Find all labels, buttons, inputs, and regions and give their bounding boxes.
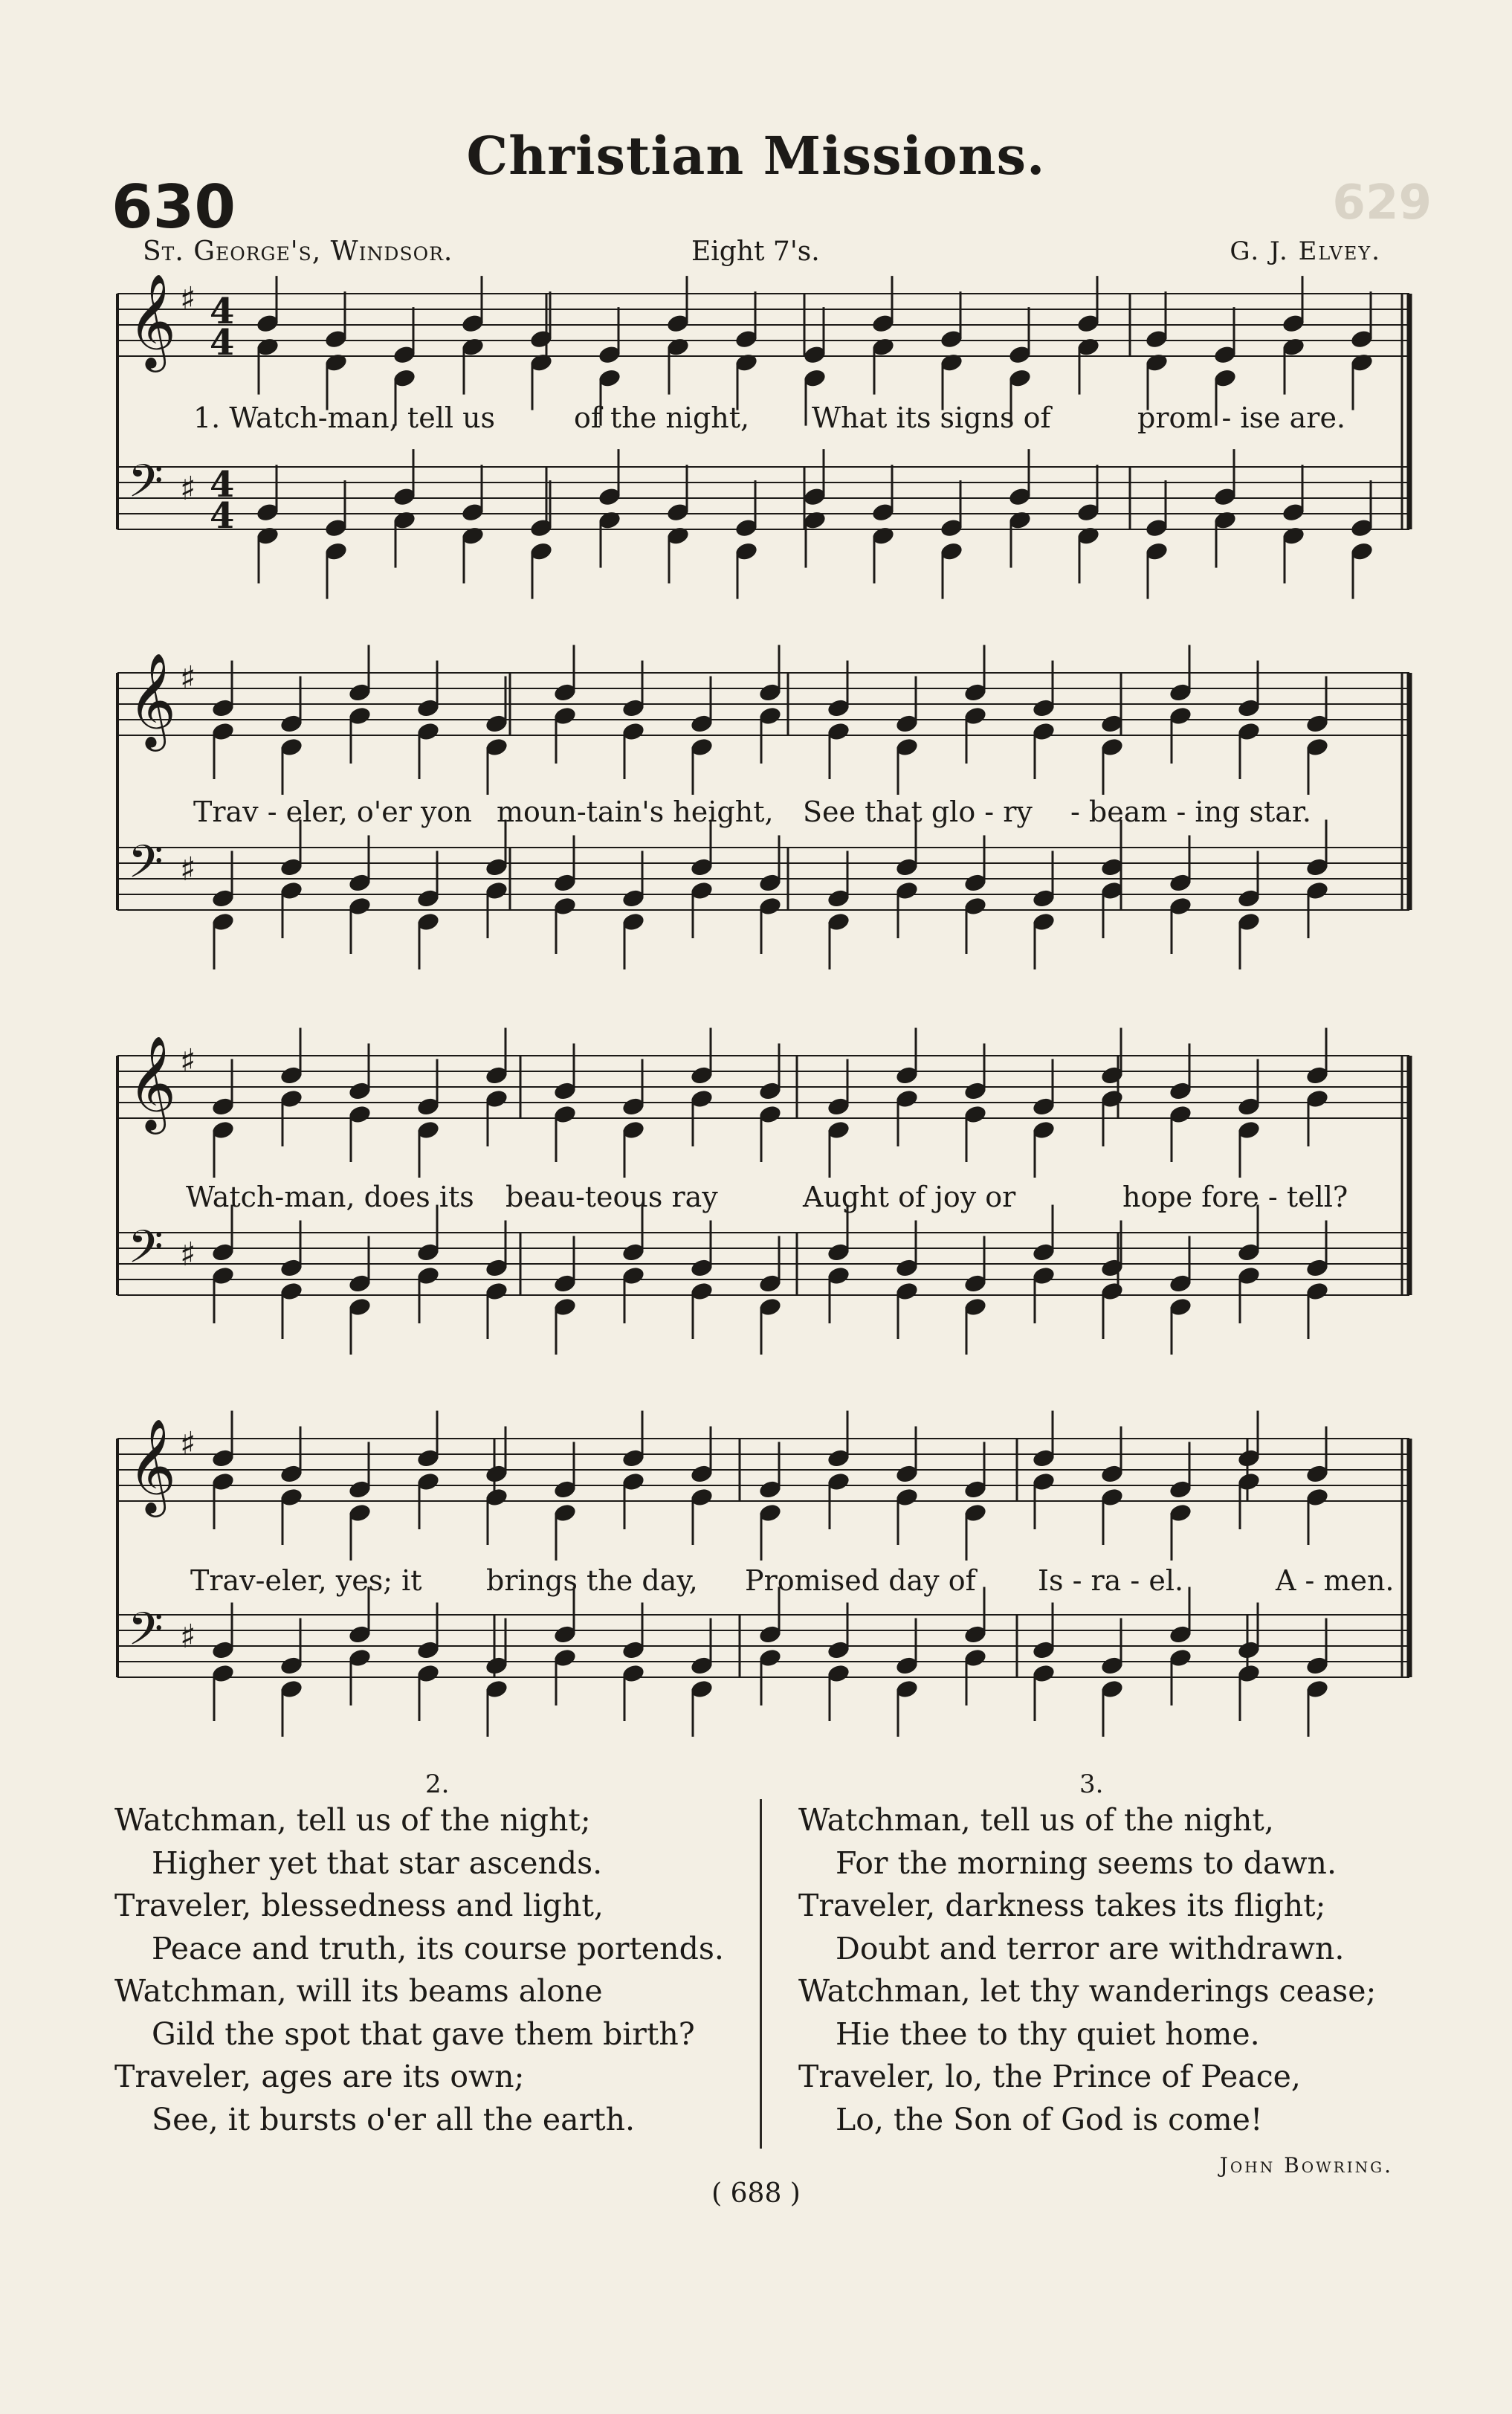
lyric-fragment: A - men. <box>1276 1564 1395 1597</box>
bass-clef-icon: 𝄢 <box>128 836 164 900</box>
lyric-fragment: What its signs of <box>812 401 1051 434</box>
lyric-fragment: 1. Watch-man, tell us <box>193 401 496 434</box>
composer: G. J. Elvey. <box>1230 236 1381 266</box>
stanza-line: Lo, the Son of God is come! <box>836 2101 1263 2137</box>
lyric-fragment: beau-teous ray <box>505 1181 718 1213</box>
sharp-icon: ♯ <box>180 1618 196 1656</box>
bass-clef-icon: 𝄢 <box>128 455 164 519</box>
lyric-fragment: brings the day, <box>486 1564 698 1597</box>
column-divider <box>760 1799 762 2149</box>
lyric-fragment: Is - ra - el. <box>1038 1564 1184 1597</box>
stanza-line: Peace and truth, its course portends. <box>152 1930 724 1966</box>
bleed-through-number: 629 <box>1332 175 1432 230</box>
treble-clef-icon: 𝄞 <box>128 273 177 368</box>
lyric-fragment: Aught of joy or <box>803 1181 1016 1213</box>
stanza-3 <box>798 1799 1376 2141</box>
bass-clef-icon: 𝄢 <box>128 1603 164 1667</box>
treble-clef-icon: 𝄞 <box>128 1035 177 1130</box>
author: John Bowring. <box>1219 2153 1393 2178</box>
lyric-fragment: moun-tain's height, <box>497 795 774 828</box>
stanza-line: Higher yet that star ascends. <box>152 1845 603 1881</box>
treble-clef-icon: 𝄞 <box>128 652 177 747</box>
section-title: Christian Missions. <box>466 125 1046 187</box>
time-signature: 4 <box>210 495 235 537</box>
stanza-2 <box>114 1799 724 2141</box>
stanza-line: Watchman, tell us of the night; <box>114 1802 591 1838</box>
sharp-icon: ♯ <box>180 470 196 508</box>
bass-clef-icon: 𝄢 <box>128 1221 164 1285</box>
stanza-line: Watchman, will its beams alone <box>114 1973 603 2009</box>
hymn-number: 630 <box>112 172 236 242</box>
stanza-line: Doubt and terror are withdrawn. <box>836 1930 1345 1966</box>
lyric-fragment: See that glo - ry <box>803 795 1033 828</box>
lyric-fragment: Trav-eler, yes; it <box>190 1564 422 1597</box>
time-signature: 4 <box>210 291 235 332</box>
stanza-line: For the morning seems to dawn. <box>836 1845 1337 1881</box>
stanza-number: 2. <box>425 1769 450 1799</box>
stanza-line: Gild the spot that gave them birth? <box>152 2016 695 2052</box>
sharp-icon: ♯ <box>180 659 196 697</box>
stanza-line: Traveler, ages are its own; <box>114 2059 525 2094</box>
stanza-line: Traveler, darkness takes its flight; <box>798 1888 1326 1923</box>
lyric-fragment: hope fore - tell? <box>1122 1181 1348 1213</box>
stanza-line: Traveler, blessedness and light, <box>114 1888 604 1923</box>
stanza-line: Watchman, let thy wanderings cease; <box>798 1973 1377 2009</box>
sharp-icon: ♯ <box>180 280 196 318</box>
treble-clef-icon: 𝄞 <box>128 1418 177 1513</box>
lyric-fragment: Watch-man, does its <box>186 1181 474 1213</box>
stanza-line: See, it bursts o'er all the earth. <box>152 2101 636 2137</box>
stanza-line: Watchman, tell us of the night, <box>798 1802 1274 1838</box>
sharp-icon: ♯ <box>180 1425 196 1463</box>
stanza-line: Traveler, lo, the Prince of Peace, <box>798 2059 1301 2094</box>
meter: Eight 7's. <box>691 236 820 267</box>
sharp-icon: ♯ <box>180 1042 196 1080</box>
time-signature: 4 <box>210 322 235 364</box>
lyric-fragment: of the night, <box>574 401 750 434</box>
tune-name: St. George's, Windsor. <box>143 236 453 267</box>
lyric-fragment: prom - ise are. <box>1137 401 1346 434</box>
page-number: ( 688 ) <box>711 2178 801 2209</box>
stanza-line: Hie thee to thy quiet home. <box>836 2016 1260 2052</box>
lyric-fragment: Trav - eler, o'er yon <box>193 795 472 828</box>
lyric-fragment: Promised day of <box>745 1564 976 1597</box>
lyric-fragment: - beam - ing star. <box>1070 795 1311 828</box>
stanza-number: 3. <box>1079 1769 1104 1799</box>
time-signature: 4 <box>210 464 235 506</box>
sharp-icon: ♯ <box>180 1236 196 1274</box>
sharp-icon: ♯ <box>180 851 196 888</box>
